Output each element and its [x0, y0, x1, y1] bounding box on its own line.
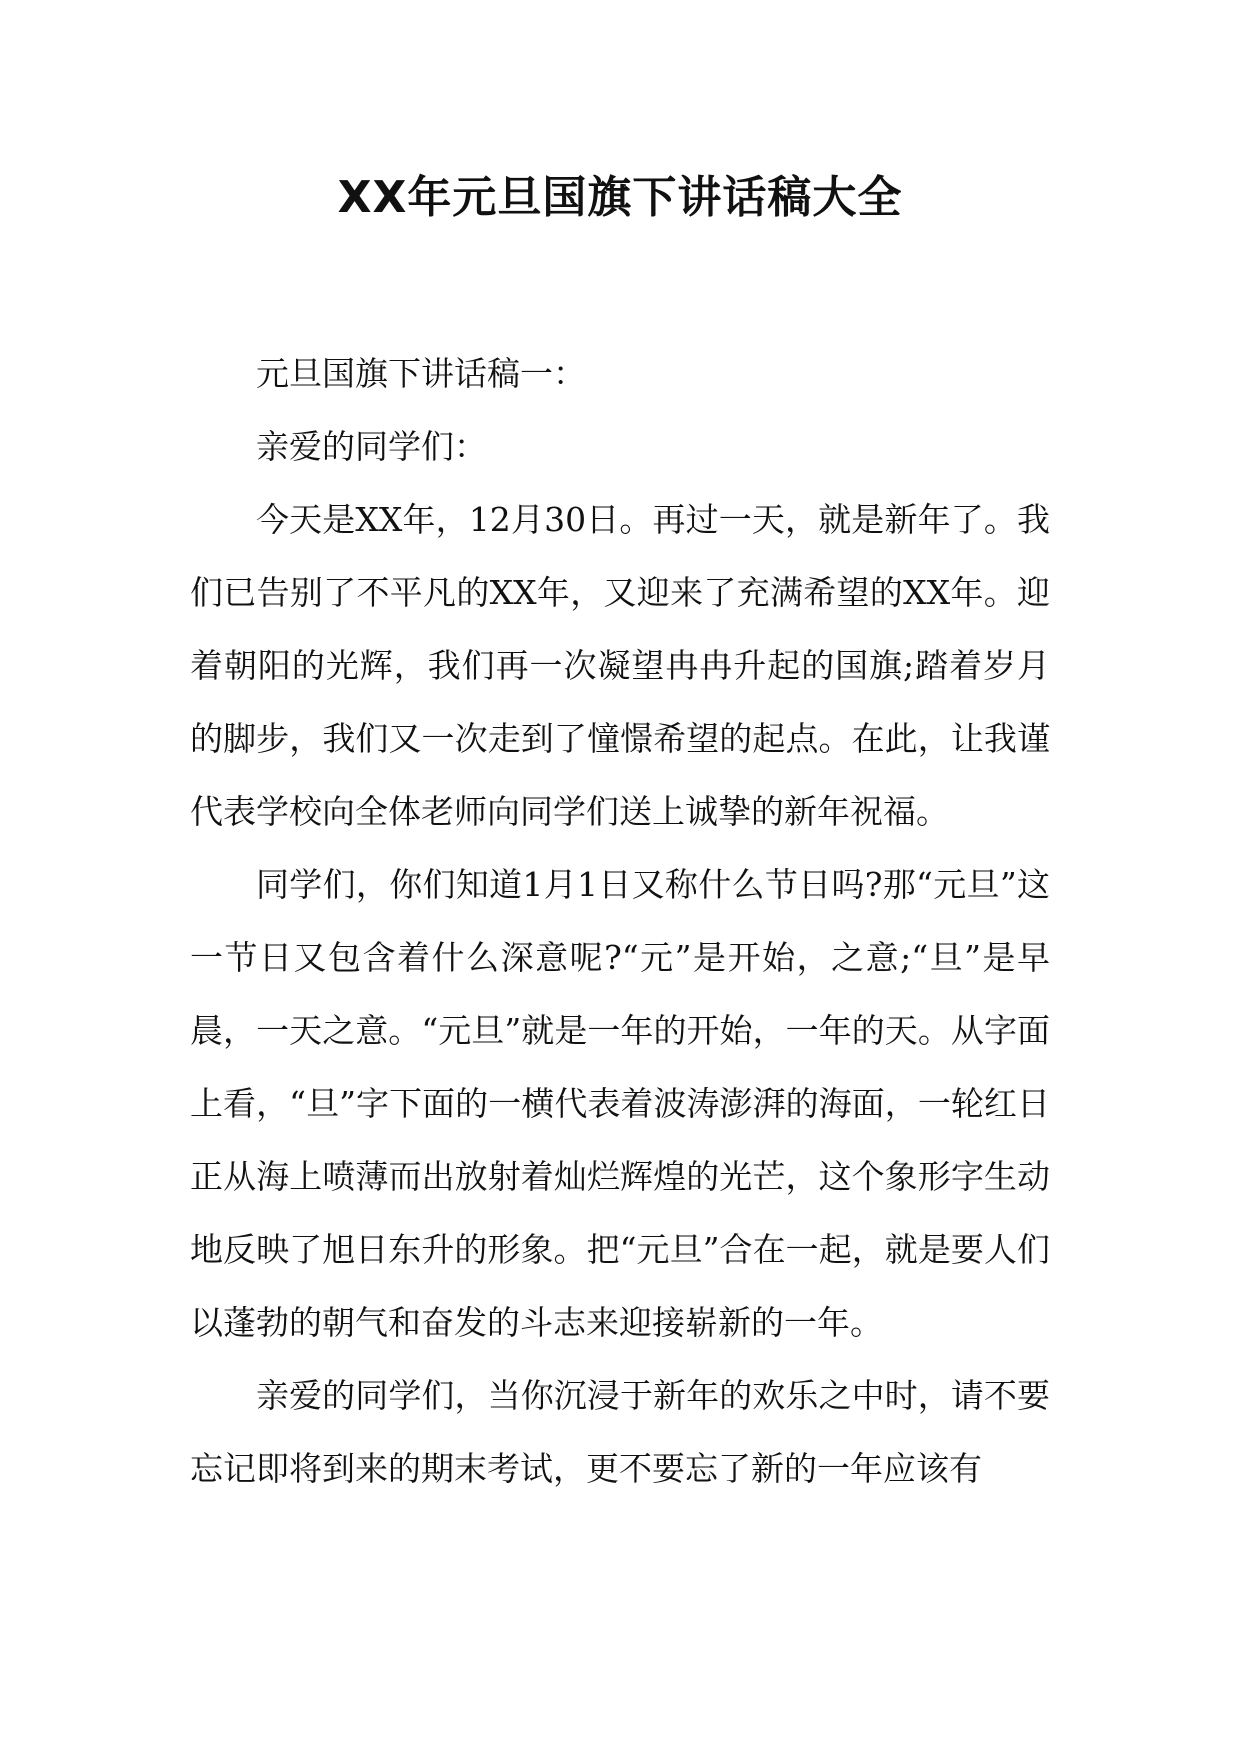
paragraph-new-year-greeting: 今天是XX年，12月30日。再过一天，就是新年了。我们已告别了不平凡的XX年，又迎来了充满希望的XX年。迎着朝阳的光辉，我们再一次凝望冉冉升起的国旗;踏着岁月的脚步，我们又一次走到了憧憬希望的起点。在此，让我谨代表学校向全体老师向同学们送上诚挚的新年祝福。	[190, 500, 1050, 831]
document-body	[190, 337, 1050, 1505]
paragraph-salutation: 亲爱的同学们：	[256, 427, 487, 466]
document-title: XX年元旦国旗下讲话稿大全	[337, 172, 903, 223]
paragraph-exam-reminder: 亲爱的同学们，当你沉浸于新年的欢乐之中时，请不要忘记即将到来的期末考试，更不要忘了新的一年应该有	[190, 1376, 1050, 1488]
paragraph-heading: 元旦国旗下讲话稿一：	[256, 354, 586, 393]
paragraph-meaning-of-yuandan: 同学们，你们知道1月1日又称什么节日吗?那“元旦”这一节日又包含着什么深意呢?“元”是开始，之意;“旦”是早晨，一天之意。“元旦”就是一年的开始，一年的天。从字面上看，“旦”字下面的一横代表着波涛澎湃的海面，一轮红日正从海上喷薄而出放射着灿烂辉煌的光芒，这个象形字生动地反映了旭日东升的形象。把“元旦”合在一起，就是要人们以蓬勃的朝气和奋发的斗志来迎接崭新的一年。	[190, 865, 1050, 1342]
